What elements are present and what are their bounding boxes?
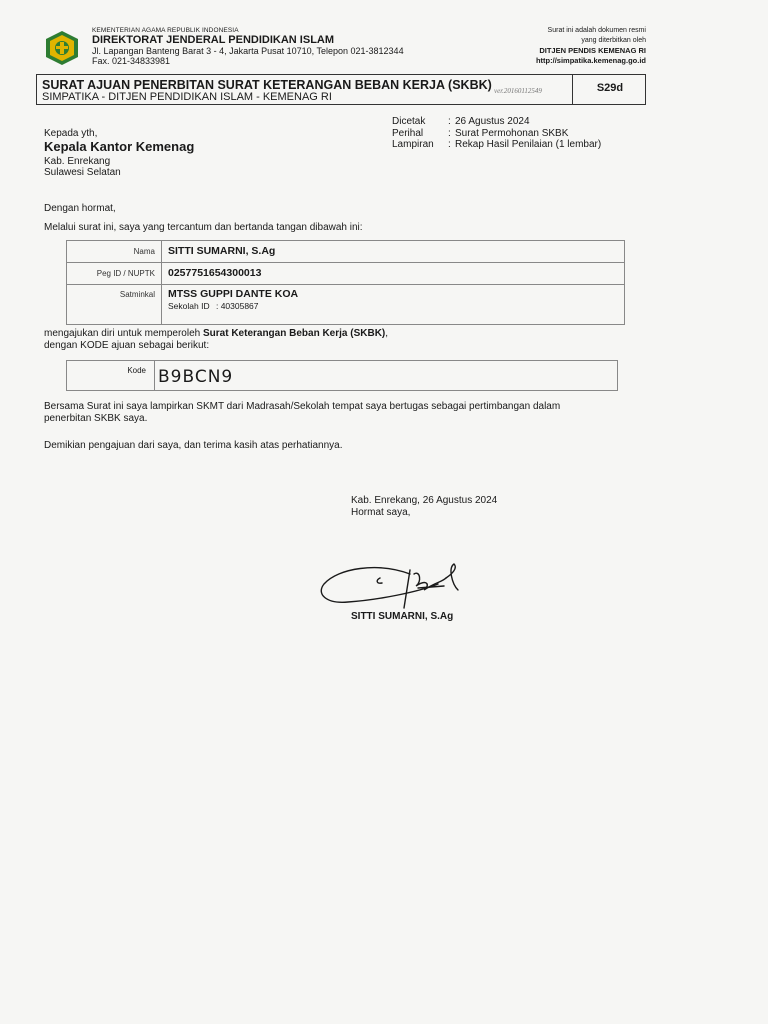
title-divider xyxy=(572,74,573,105)
meta-value-printed: 26 Agustus 2024 xyxy=(455,116,530,127)
closing-text: Demikian pengajuan dari saya, dan terima kasih atas perhatiannya. xyxy=(44,440,343,451)
school-id-label: Sekolah ID xyxy=(168,301,210,311)
meta-value-attachment: Rekap Hasil Penilaian (1 lembar) xyxy=(455,139,602,150)
table-row xyxy=(67,285,625,325)
meta-separator: : xyxy=(448,116,451,127)
side-note-issuer: DITJEN PENDIS KEMENAG RI xyxy=(539,46,646,55)
meta-label-subject: Perihal xyxy=(392,128,424,139)
addressee-province: Sulawesi Selatan xyxy=(44,167,121,178)
side-note-line: yang diterbitkan oleh xyxy=(581,37,646,44)
kemenag-logo-icon xyxy=(44,30,80,66)
document-version: ver.20160112549 xyxy=(494,87,542,95)
org-directorate: DIREKTORAT JENDERAL PENDIDIKAN ISLAM xyxy=(92,34,335,46)
meta-separator: : xyxy=(448,139,451,150)
org-address: Jl. Lapangan Banteng Barat 3 - 4, Jakarta Pusat 10710, Telepon 021-3812344 xyxy=(92,46,404,56)
meta-label-printed: Dicetak xyxy=(392,116,426,127)
school-name: MTSS GUPPI DANTE KOA xyxy=(168,288,299,300)
table-row xyxy=(67,241,625,263)
id-label: Peg ID / NUPTK xyxy=(67,263,162,285)
org-ministry: KEMENTERIAN AGAMA REPUBLIK INDONESIA xyxy=(92,27,239,34)
form-code: S29d xyxy=(596,82,624,94)
addressee-city: Kab. Enrekang xyxy=(44,156,111,167)
kode-value: B9BCN9 xyxy=(158,367,234,387)
code-intro: dengan KODE ajuan sebagai berikut: xyxy=(44,340,210,351)
document-title: SURAT AJUAN PENERBITAN SURAT KETERANGAN BEBAN KERJA (SKBK) xyxy=(42,78,492,92)
kode-divider xyxy=(154,360,155,391)
intro-text: Melalui surat ini, saya yang tercantum dan bertanda tangan dibawah ini: xyxy=(44,222,363,233)
salutation: Dengan hormat, xyxy=(44,203,116,214)
meta-value-subject: Surat Permohonan SKBK xyxy=(455,128,569,139)
school-label: Satminkal xyxy=(67,285,162,325)
applicant-name: SITTI SUMARNI, S.Ag xyxy=(162,241,625,263)
addressee-name: Kepala Kantor Kemenag xyxy=(44,139,195,154)
request-text xyxy=(44,328,388,339)
side-note-url: http://simpatika.kemenag.go.id xyxy=(535,56,646,65)
applicant-id: 0257751654300013 xyxy=(162,263,625,285)
sign-place-date: Kab. Enrekang, 26 Agustus 2024 xyxy=(351,495,498,506)
kode-label: Kode xyxy=(127,366,146,375)
request-subject: Surat Keterangan Beban Kerja (SKBK) xyxy=(202,328,386,339)
signer-name: SITTI SUMARNI, S.Ag xyxy=(351,611,454,622)
school-id-value: : 40305867 xyxy=(215,301,259,311)
school-id-row xyxy=(168,301,624,311)
handwritten-signature xyxy=(318,556,478,616)
side-note-line: Surat ini adalah dokumen resmi xyxy=(547,27,646,34)
table-row xyxy=(67,263,625,285)
attachment-text-line1: Bersama Surat ini saya lampirkan SKMT dari Madrasah/Sekolah tempat saya bertugas sebagai pertimbangan dalam xyxy=(44,401,561,412)
org-fax: Fax. 021-34833981 xyxy=(92,56,171,66)
attachment-text-line2: penerbitan SKBK saya. xyxy=(44,413,148,424)
meta-separator: : xyxy=(448,128,451,139)
request-suffix: , xyxy=(385,328,389,339)
request-prefix: mengajukan diri untuk memperoleh xyxy=(44,328,203,339)
side-note xyxy=(470,26,646,66)
sign-regards: Hormat saya, xyxy=(351,507,411,518)
school-cell xyxy=(162,285,625,325)
applicant-table xyxy=(66,240,625,325)
document-subtitle: SIMPATIKA - DITJEN PENDIDIKAN ISLAM - KEMENAG RI xyxy=(42,91,332,103)
meta-label-attachment: Lampiran xyxy=(392,139,434,150)
kode-box xyxy=(66,360,618,391)
addressee-greeting: Kepada yth, xyxy=(44,128,98,139)
name-label: Nama xyxy=(67,241,162,263)
